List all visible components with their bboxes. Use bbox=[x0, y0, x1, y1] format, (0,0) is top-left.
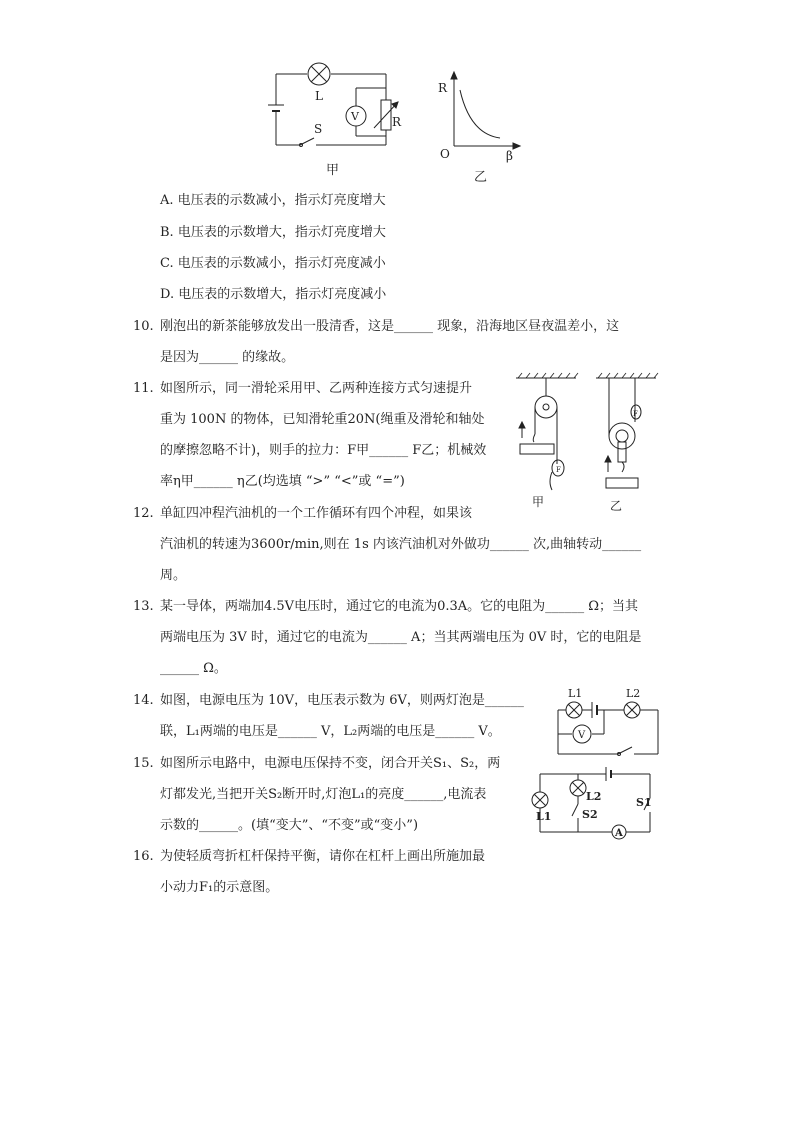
question-12-line-2: 汽油机的转速为3600r/min,则在 1s 内该汽油机对外做功______ 次,曲轴转动______ bbox=[160, 537, 642, 552]
caption-pulley-yi: 乙 bbox=[610, 499, 623, 513]
question-13-line-1: 某一导体，两端加4.5V电压时，通过它的电流为0.3A。它的电阻为______ Ω；当其 bbox=[160, 599, 639, 614]
label-force-jia: F bbox=[556, 466, 561, 474]
label-L1: L1 bbox=[568, 687, 583, 700]
figure-circuit-14 bbox=[552, 684, 664, 758]
label-S1: S1 bbox=[636, 796, 652, 809]
question-15-line-3: 示数的______。(填“变大”、“不变”或“变小”) bbox=[160, 818, 419, 833]
question-number: 14. bbox=[133, 693, 154, 708]
label-switch-S: S bbox=[314, 122, 323, 136]
question-11-line-3: 的摩擦忽略不计)，则手的拉力：F甲______ F乙；机械效 bbox=[160, 443, 487, 458]
axis-label-R: R bbox=[438, 81, 448, 95]
question-13-line-3: ______ Ω。 bbox=[160, 661, 227, 676]
option-d: D. 电压表的示数增大，指示灯亮度减小 bbox=[160, 287, 387, 302]
question-number: 13. bbox=[133, 599, 154, 614]
question-12-line-1: 单缸四冲程汽油机的一个工作循环有四个冲程，如果该 bbox=[160, 506, 473, 521]
caption-yi: 乙 bbox=[474, 170, 488, 185]
question-15-line-1: 如图所示电路中，电源电压保持不变，闭合开关S₁、S₂，两 bbox=[160, 756, 501, 771]
label-voltmeter-V: V bbox=[351, 110, 359, 123]
figure-pulleys bbox=[510, 372, 660, 514]
question-number: 12. bbox=[133, 506, 154, 521]
axis-origin-O: O bbox=[440, 147, 450, 161]
figure-circuit-15 bbox=[532, 764, 656, 848]
label-force-yi: F bbox=[633, 410, 638, 418]
label-S2: S2 bbox=[582, 808, 598, 821]
question-10-line-2: 是因为______ 的缘故。 bbox=[160, 350, 295, 365]
label-lamp-L: L bbox=[315, 89, 323, 103]
axis-label-beta: β bbox=[506, 149, 513, 163]
figure-graph-yi bbox=[430, 68, 530, 188]
label-L2: L2 bbox=[626, 687, 641, 700]
label-voltmeter: V bbox=[578, 730, 586, 741]
question-10-line-1: 刚泡出的新茶能够放发出一股清香，这是______ 现象，沿海地区昼夜温差小，这 bbox=[160, 319, 620, 334]
label-L2: L2 bbox=[586, 790, 602, 803]
option-b: B. 电压表的示数增大，指示灯亮度增大 bbox=[160, 225, 386, 240]
question-12-line-3: 周。 bbox=[160, 568, 187, 583]
question-number: 15. bbox=[133, 756, 154, 771]
question-number: 10. bbox=[133, 319, 154, 334]
label-ammeter: A bbox=[615, 828, 623, 839]
label-resistor-R: R bbox=[392, 115, 402, 129]
caption-pulley-jia: 甲 bbox=[532, 495, 545, 509]
question-13-line-2: 两端电压为 3V 时，通过它的电流为______ A；当其两端电压为 0V 时，它的电阻是 bbox=[160, 630, 642, 645]
label-L1: L1 bbox=[536, 810, 552, 823]
option-a: A. 电压表的示数减小，指示灯亮度增大 bbox=[160, 193, 386, 208]
question-11-line-1: 如图所示，同一滑轮采用甲、乙两种连接方式匀速提升 bbox=[160, 381, 473, 396]
caption-jia: 甲 bbox=[326, 163, 340, 178]
figure-circuit-jia bbox=[260, 58, 400, 178]
question-14-line-1: 如图，电源电压为 10V，电压表示数为 6V，则两灯泡是______ bbox=[160, 693, 524, 708]
question-16-line-2: 小动力F₁的示意图。 bbox=[160, 880, 279, 895]
question-15-line-2: 灯都发光,当把开关S₂断开时,灯泡L₁的亮度______,电流表 bbox=[160, 787, 487, 802]
question-11-line-2: 重为 100N 的物体，已知滑轮重20N(绳重及滑轮和轴处 bbox=[160, 412, 485, 427]
question-14-line-2: 联，L₁两端的电压是______ V，L₂两端的电压是______ V。 bbox=[160, 724, 501, 739]
option-c: C. 电压表的示数减小，指示灯亮度减小 bbox=[160, 256, 386, 271]
question-number: 16. bbox=[133, 849, 154, 864]
question-16-line-1: 为使轻质弯折杠杆保持平衡，请你在杠杆上画出所施加最 bbox=[160, 849, 486, 864]
question-number: 11. bbox=[133, 381, 154, 396]
question-11-line-4: 率η甲______ η乙(均选填 “>” “<”或 “=”) bbox=[160, 474, 405, 489]
